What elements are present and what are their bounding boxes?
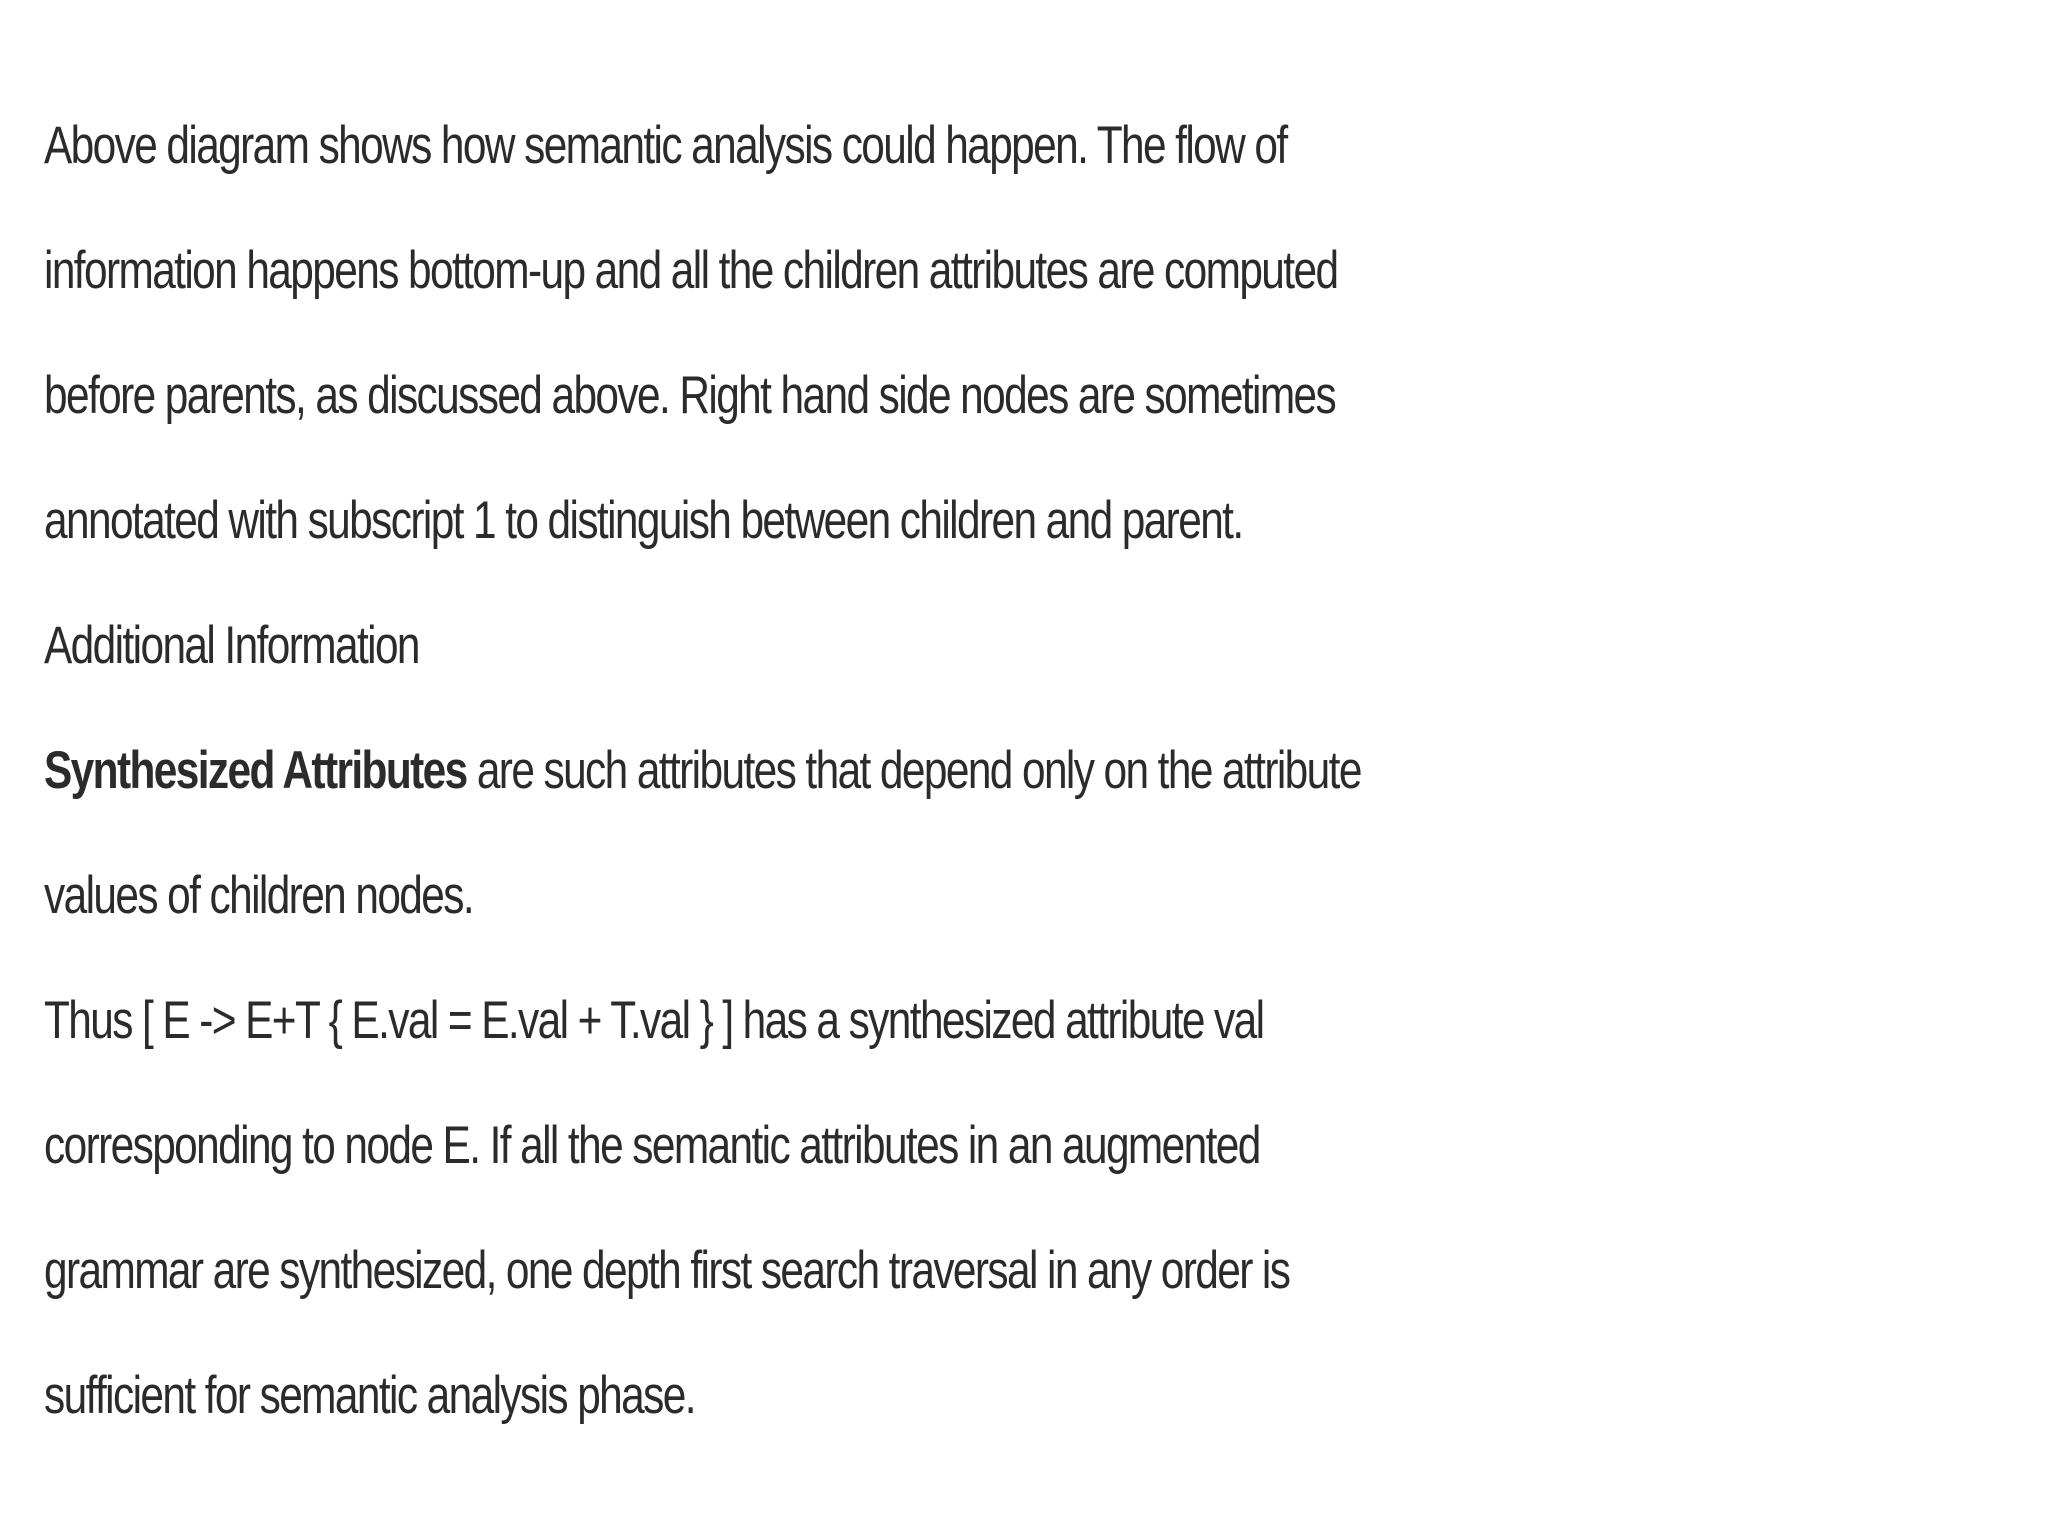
text-line: Above diagram shows how semantic analysis could happen. The flow of (44, 116, 1287, 175)
text-line: corresponding to node E. If all the semantic attributes in an augmented (44, 1116, 1260, 1175)
text-fragment: are such attributes that depend only on the attribute (466, 741, 1361, 800)
text-line: information happens bottom-up and all the children attributes are computed (44, 241, 1338, 300)
bold-term: Synthesized Attributes (44, 741, 467, 800)
text-line: Thus [ E -> E+T { E.val = E.val + T.val } ] has a synthesized attribute val (44, 991, 1264, 1050)
text-line: annotated with subscript 1 to distinguish between children and parent. (44, 491, 1243, 550)
text-line: values of children nodes. (44, 866, 474, 925)
text-line: grammar are synthesized, one depth first search traversal in any order is (44, 1241, 1290, 1300)
article-body (44, 83, 2024, 1458)
heading-text: Additional Information (44, 616, 419, 675)
section-heading-additional-information (44, 583, 2024, 708)
text-line (44, 708, 2024, 833)
paragraph-synthesized-example (44, 958, 2024, 1458)
paragraph-synthesized-definition (44, 708, 2024, 958)
text-line: before parents, as discussed above. Right hand side nodes are sometimes (44, 366, 1336, 425)
text-line: sufficient for semantic analysis phase. (44, 1366, 695, 1425)
paragraph-flow-description (44, 83, 2024, 583)
